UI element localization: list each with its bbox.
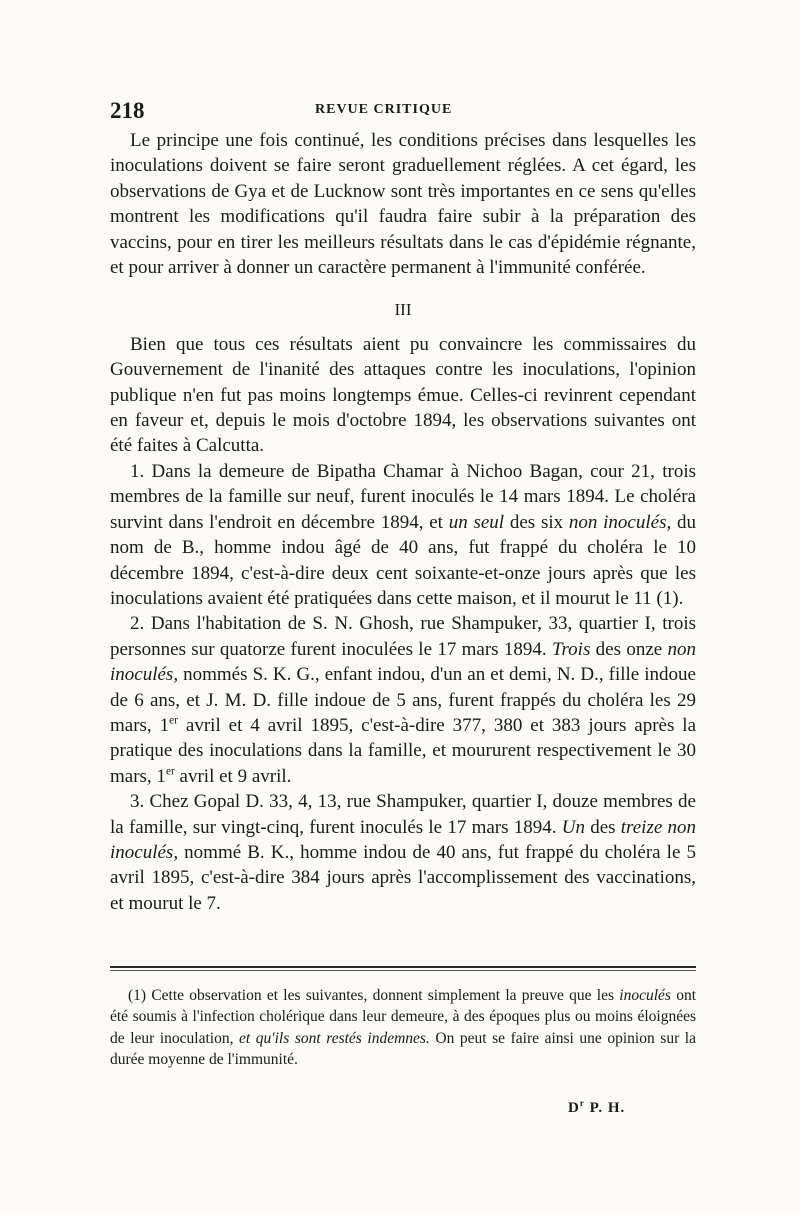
superscript: er	[169, 714, 178, 727]
superscript: r	[579, 1098, 585, 1108]
italic-run: et qu'ils sont restés indemnes.	[239, 1029, 430, 1047]
footnote-text	[110, 985, 696, 1070]
italic-run: Trois	[551, 638, 591, 660]
italic-run: non inoculés,	[568, 511, 672, 533]
footnote	[110, 985, 696, 1070]
italic-run: treize non inoculés,	[110, 816, 697, 863]
italic-run: non inoculés,	[110, 638, 696, 686]
text-run: nommés S. K. G., enfant indou, d'un an et demi, N. D., fille indoue de 6 ans, et J. M. D. fille indoue de 5 ans, furent frappés du choléra les 29 mars, 1	[110, 664, 696, 736]
text-run: 3. Chez Gopal D. 33, 4, 13, rue Shampuker, quartier I, douze membres de la famille, sur vingt-cinq, furent inoculés le 17 mars 1894.	[110, 791, 696, 838]
paragraph-principe: Le principe une fois continué, les conditions précises dans lesquelles les inoculations doivent se faire seront graduellement réglées. A cet égard, les observations de Gya et de Lucknow sont très importantes en ce sens qu'elles montrent les modifications qu'il faudra faire subir à la préparation des vaccins, pour en tirer les meilleurs résultats dans le cas d'épidémie régnante, et pour arriver à donner un caractère permanent à l'immunité conférée.	[110, 130, 696, 279]
text-run: avril et 9 avril.	[174, 765, 292, 787]
superscript: er	[165, 765, 175, 778]
running-head: REVUE CRITIQUE	[315, 102, 453, 117]
italic-run: un seul	[448, 511, 505, 533]
text-run: des onze	[590, 638, 668, 660]
text-run: ont été soumis à l'infection cholérique dans leur demeure, à des époques plus ou moins éloignées de leur inoculation,	[110, 987, 696, 1047]
text-run: des six	[504, 511, 569, 533]
text-run: On peut se faire ainsi une opinion sur la durée moyenne de l'immunité.	[110, 1029, 696, 1068]
paragraph-opinion-publique: Bien que tous ces résultats aient pu convaincre les commissaires du Gouvernement de l'inanité des attaques contre les inoculations, l'opinion publique n'en fut pas moins longtemps émue. Celles-ci revinrent cependant en faveur et, depuis le mois d'octobre 1894, les observations suivantes ont été faites à Calcutta.	[110, 333, 696, 457]
italic-run: Un	[561, 816, 585, 838]
paragraph-observation-2	[110, 611, 696, 789]
signature-initial: D	[568, 1100, 580, 1116]
text-run: du nom de B., homme indou âgé de 40 ans, fut frappé du choléra le 10 décembre 1894, c'est-à-dire deux cent soixante-et-onze jours après que les inoculations avaient été pratiquées dans cette maison, et il mourut le 11 (1).	[110, 511, 696, 609]
text-run: 2. Dans l'habitation de S. N. Ghosh, rue Shampuker, 33, quartier I, trois personnes sur quatorze furent inoculées le 17 mars 1894.	[110, 613, 696, 660]
italic-run: inoculés	[619, 987, 671, 1004]
section-numeral: III	[394, 300, 412, 320]
body-text	[110, 128, 696, 916]
text-run: avril et 4 avril 1895, c'est-à-dire 377, 380 et 383 jours après la pratique des inoculations dans la famille, et moururent respectivement le 30 mars, 1	[110, 714, 697, 787]
text-run: 1. Dans la demeure de Bipatha Chamar à Nichoo Bagan, cour 21, trois membres de la famille sur neuf, furent inoculés le 14 mars 1894. Le choléra survint dans l'endroit en décembre 1894, et	[110, 460, 696, 533]
paragraph-observation-3	[110, 789, 696, 916]
page-header	[110, 98, 696, 122]
author-signature	[568, 1100, 625, 1117]
text-run: (1) Cette observation et les suivantes, donnent simplement la preuve que les	[128, 987, 620, 1004]
page-number: 218	[110, 98, 145, 123]
signature-initials: P. H.	[584, 1100, 626, 1116]
paragraph-observation-1	[110, 459, 696, 611]
footnote-rule	[110, 966, 696, 968]
text-run: nommé B. K., homme indou de 40 ans, fut frappé du choléra le 5 avril 1895, c'est-à-dire 384 jours après l'accomplissement des vaccinations, et mourut le 7.	[110, 841, 696, 914]
text-run: des	[584, 816, 621, 838]
